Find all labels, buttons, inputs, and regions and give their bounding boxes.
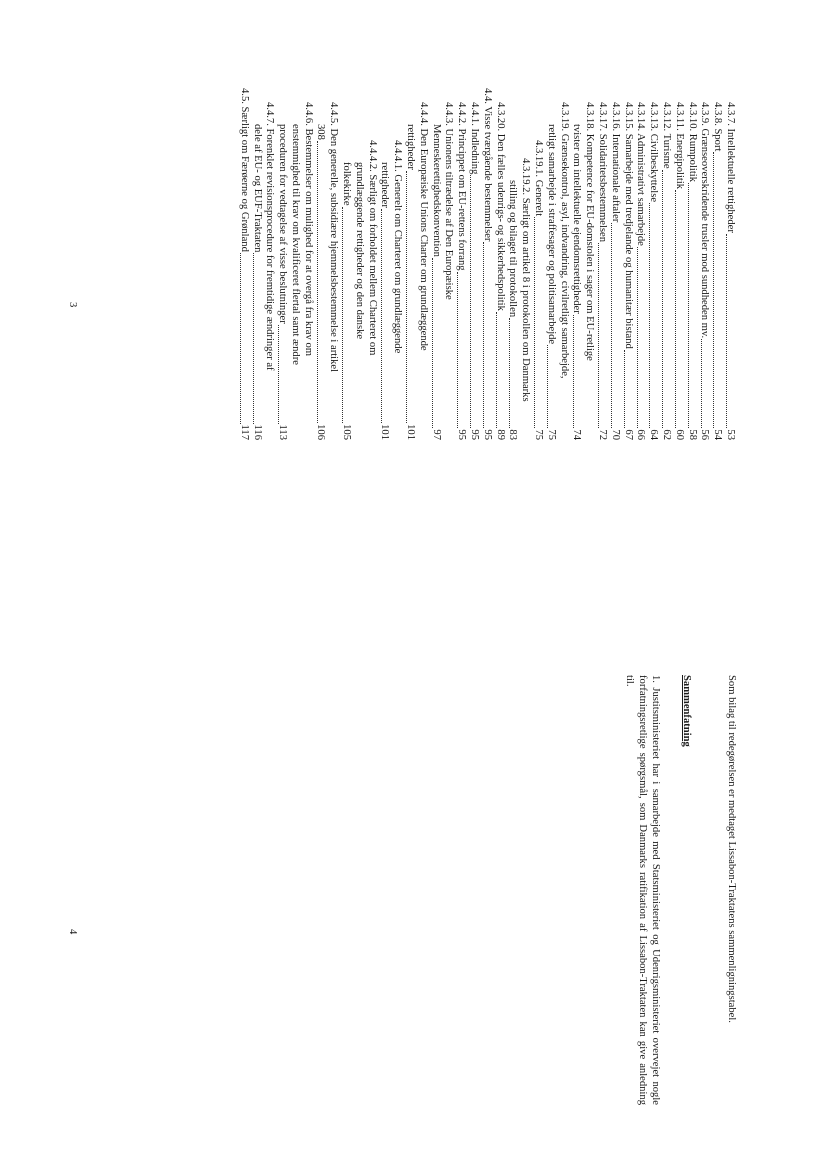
toc-leader-dots xyxy=(675,190,676,428)
summary-heading: Sammenfatning xyxy=(681,675,692,747)
toc-entry xyxy=(634,88,647,440)
toc-entry-title: 4.3.15. Samarbejde med tredjelande og humanitær bistand xyxy=(622,102,634,349)
toc-entry-page: 60 xyxy=(673,429,685,440)
toc-leader-dots xyxy=(381,209,382,423)
toc-entry-title: Menneskerettighedskonvention xyxy=(430,124,442,257)
toc-entry-title: retligt samarbejde i straffesager og politisamarbejde xyxy=(545,124,557,345)
toc-entry xyxy=(467,88,480,440)
toc-entry-title: proceduren for vedtagelse af visse beslutninger xyxy=(277,124,289,324)
toc-entry-title: 308 xyxy=(315,124,327,140)
toc-entry xyxy=(672,88,685,440)
toc-entry xyxy=(480,88,493,440)
toc-entry-title: 4.4.3. Unionens tiltrædelse af Den Europæiske xyxy=(443,102,455,300)
toc-entry-title: 4.5. Særligt om Færøerne og Grønland xyxy=(238,88,250,252)
toc-leader-dots xyxy=(573,315,574,429)
toc-entry-page: 66 xyxy=(635,429,647,440)
toc-entry-title: 4.3.16. Internationale aftaler xyxy=(609,102,621,223)
toc-leader-dots xyxy=(547,345,548,428)
toc-leader-dots xyxy=(701,339,702,428)
toc-entry xyxy=(608,88,621,440)
toc-leader-dots xyxy=(624,350,625,429)
toc-entry-title: grundlæggende rettigheder og den danske xyxy=(353,162,365,340)
toc-leader-dots xyxy=(611,223,612,428)
toc-entry-page: 113 xyxy=(277,424,289,440)
toc-entry xyxy=(659,88,672,440)
bilag-note: Som bilag til redegørelsen er medtaget Lissabon-Traktatens sammenligningstabel. xyxy=(726,675,737,1023)
toc-entry xyxy=(506,88,532,440)
toc-entry-page: 117 xyxy=(238,424,250,440)
toc-leader-dots xyxy=(598,243,599,428)
toc-leader-dots xyxy=(688,183,689,428)
toc-entry-title: 4.4.5. Den generelle, subsidiære hjemmelsbestemmelse i artikel xyxy=(328,102,340,373)
toc-entry xyxy=(275,88,313,440)
toc-entry-page: 67 xyxy=(622,429,634,440)
toc-entry xyxy=(685,88,698,440)
toc-entry-title: 4.4.1. Indledning xyxy=(469,102,481,175)
toc-leader-dots xyxy=(726,234,727,429)
toc-entry-page: 72 xyxy=(597,429,609,440)
toc-entry-page: 116 xyxy=(251,424,263,440)
toc-entry-page: 56 xyxy=(699,429,711,440)
toc-entry-title: rettigheder xyxy=(405,124,417,170)
toc-leader-dots xyxy=(253,253,254,423)
toc-leader-dots xyxy=(637,247,638,429)
toc-entry-title: 4.3.19. Grænsekontrol, asyl, indvandring, civilretligt samarbejde, xyxy=(558,102,570,379)
toc-leader-dots xyxy=(457,272,458,429)
toc-entry xyxy=(570,88,596,440)
toc-entry xyxy=(646,88,659,440)
toc-leader-dots xyxy=(278,325,279,424)
toc-entry-title: 4.3.11. Energipolitik xyxy=(673,102,685,190)
table-of-contents xyxy=(237,88,736,440)
toc-entry xyxy=(378,88,404,440)
toc-entry-page: 53 xyxy=(725,429,736,440)
toc-entry-title: enstemmighed til krav om kvalificeret flertal samt ændre xyxy=(289,124,301,365)
toc-entry xyxy=(250,88,276,440)
toc-entry xyxy=(621,88,634,440)
toc-entry xyxy=(314,88,340,440)
toc-entry-page: 95 xyxy=(469,429,481,440)
toc-entry-title: 4.3.13. Civilbeskyttelse xyxy=(648,102,660,203)
toc-entry xyxy=(339,88,377,440)
toc-entry-title: tvister om intellektuelle ejendomsrettigheder xyxy=(571,124,583,314)
toc-entry-title: 4.3.8. Sport xyxy=(712,102,724,152)
toc-entry-page: 62 xyxy=(661,429,673,440)
toc-entry-title: 4.3.17. Solidaritetsbestemmelsen xyxy=(597,102,609,243)
toc-entry xyxy=(595,88,608,440)
toc-entry-page: 106 xyxy=(315,424,327,440)
toc-entry-title: 4.4.2. Princippet om EU-rettens forrang xyxy=(456,102,468,271)
toc-entry-title: 4.3.12. Turisme xyxy=(661,102,673,169)
toc-entry-page: 101 xyxy=(405,424,417,440)
toc-entry-page: 74 xyxy=(571,429,583,440)
toc-entry xyxy=(544,88,570,440)
toc-entry xyxy=(723,88,736,440)
toc-entry-title: 4.3.20. Den fælles udenrigs- og sikkerhedspolitik xyxy=(494,102,506,311)
toc-entry-title: stilling og bilaget til protokollen xyxy=(507,180,519,318)
toc-entry-page: 75 xyxy=(533,429,545,440)
toc-entry-title: 4.3.19.2. Særligt om artikel 8 i protokollen om Danmarks xyxy=(520,158,532,402)
toc-leader-dots xyxy=(713,152,714,428)
toc-entry-title: 4.4.6. Bestemmelser om mulighed for at overgå fra krav om xyxy=(302,102,314,356)
toc-leader-dots xyxy=(470,175,471,428)
toc-entry-page: 105 xyxy=(341,424,353,440)
toc-leader-dots xyxy=(534,217,535,428)
toc-entry-title: 4.3.19.1. Generelt xyxy=(533,140,545,217)
toc-entry-page: 101 xyxy=(379,424,391,440)
toc-entry-title: 4.4.7. Forenklet revisionsprocedure for fremtidige ændringer af xyxy=(264,102,276,371)
page-number: 4 xyxy=(67,929,78,935)
toc-entry-title: 4.4. Visse tværgående bestemmelser xyxy=(481,88,493,242)
toc-entry-page: 95 xyxy=(456,429,468,440)
page-number: 3 xyxy=(67,302,78,308)
toc-entry xyxy=(403,88,429,440)
toc-entry-page: 64 xyxy=(648,429,660,440)
toc-entry-page: 83 xyxy=(507,429,519,440)
toc-entry xyxy=(429,88,455,440)
toc-entry-title: 4.3.10. Rumpolitik xyxy=(686,102,698,183)
toc-leader-dots xyxy=(662,170,663,429)
toc-entry-title: dele af EU- og EUF-Traktaten xyxy=(251,124,263,253)
toc-entry-title: 4.3.7. Intellektuelle rettigheder xyxy=(725,102,736,233)
toc-entry-page: 97 xyxy=(430,429,442,440)
toc-leader-dots xyxy=(483,242,484,428)
toc-entry xyxy=(710,88,723,440)
toc-leader-dots xyxy=(509,318,510,428)
toc-leader-dots xyxy=(317,141,318,423)
toc-entry-page: 95 xyxy=(481,429,493,440)
toc-entry-title: rettigheder xyxy=(379,162,391,208)
toc-entry-page: 58 xyxy=(686,429,698,440)
toc-entry-page: 70 xyxy=(609,429,621,440)
toc-leader-dots xyxy=(240,253,241,424)
toc-entry-title: 4.4.4.2. Særligt om forholdet mellem Charteret om xyxy=(366,140,378,356)
toc-leader-dots xyxy=(342,207,343,424)
toc-entry-page: 54 xyxy=(712,429,724,440)
toc-entry xyxy=(531,88,544,440)
toc-entry xyxy=(698,88,711,440)
toc-leader-dots xyxy=(649,203,650,428)
toc-entry-title: folkekirke xyxy=(341,162,353,206)
toc-entry-title: 4.3.18. Kompetence for EU-domstolen i sager om EU-retlige xyxy=(584,102,596,361)
toc-leader-dots xyxy=(496,312,497,429)
toc-entry-title: 4.3.9. Grænseoverskridende trusler mod sundheden mv. xyxy=(699,102,711,339)
toc-entry-page: 75 xyxy=(545,429,557,440)
toc-entry-page: 89 xyxy=(494,429,506,440)
toc-entry xyxy=(493,88,506,440)
summary-paragraph: 1. Justitsministeriet har i samarbejde med Statsministeriet og Udenrigsministeriet overvejet nogle forfatningsretlige spørgsmål, som Danmarks ratifikation af Lissabon-Traktaten kan give anledning til. xyxy=(624,675,661,1105)
right-page xyxy=(0,585,826,1169)
toc-entry-title: 4.3.14. Administrativt samarbejde xyxy=(635,102,647,246)
toc-entry xyxy=(454,88,467,440)
toc-leader-dots xyxy=(432,258,433,428)
toc-entry-title: 4.4.4. Den Europæiske Unions Charter om grundlæggende xyxy=(417,102,429,351)
toc-entry-title: 4.4.4.1. Generelt om Charteret om grundlæggende xyxy=(392,140,404,354)
toc-leader-dots xyxy=(406,171,407,423)
toc-entry xyxy=(237,88,250,440)
